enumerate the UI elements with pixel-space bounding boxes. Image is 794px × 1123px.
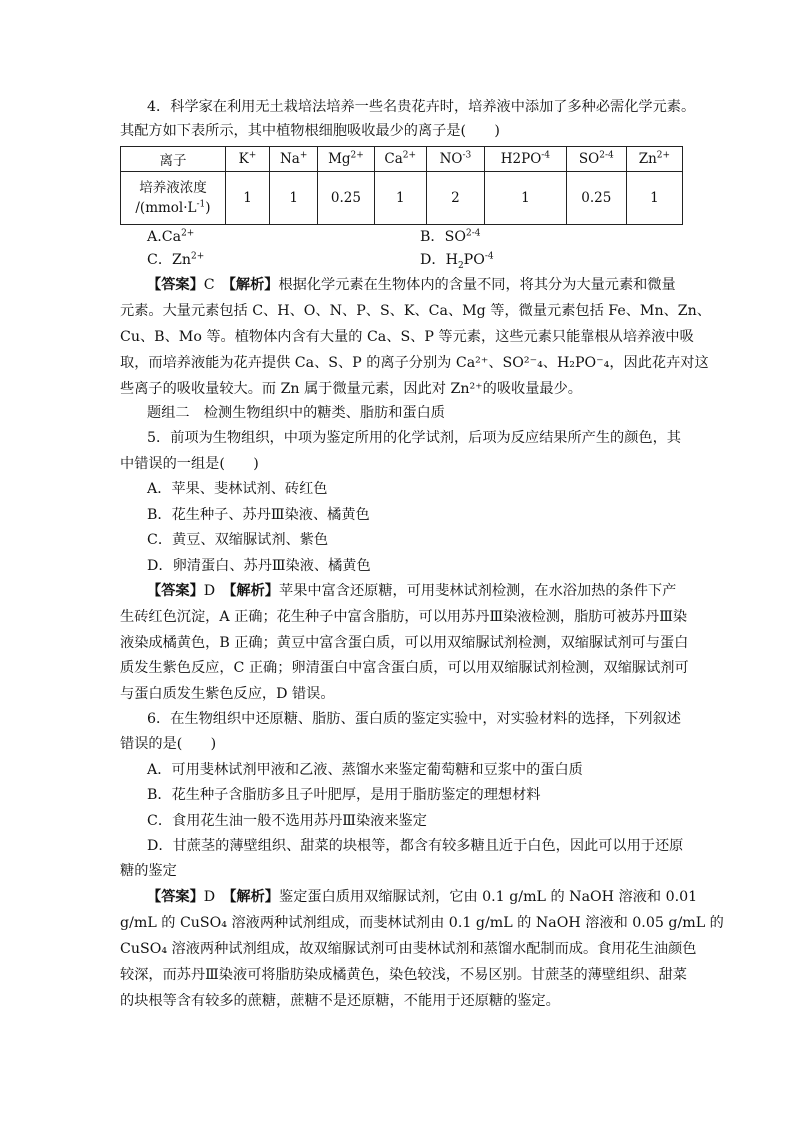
header-h2po4: $H2PO^{-4}$ — [484, 147, 566, 172]
q5-answer-line1: 【答案】D 【解析】苹果中富含还原糖，可用斐林试剂检测，在水浴加热的条件下产 — [147, 583, 677, 599]
q4-analysis-line2: 元素。大量元素包括 C、H、O、N、P、S、K、Ca、Mg 等，微量元素包括 Fe、Mn、Zn、 — [120, 303, 711, 319]
q4-analysis-line3: Cu、B、Mo 等。植物体内含有大量的 Ca、S、P 等元素，这些元素只能靠根从培养液中吸 — [120, 329, 694, 345]
q4-stem-line2: 其配方如下表所示，其中植物根细胞吸收最少的离子是( ) — [120, 123, 500, 139]
q6-option-d: D．甘蔗茎的薄壁组织、甜菜的块根等，都含有较多糖且近于白色，因此可以用于还原 — [147, 838, 684, 854]
table-row-concentration — [121, 172, 683, 225]
answer-value: D — [203, 583, 216, 599]
q5-analysis-line4: 质发生紫色反应，C 正确；卵清蛋白中富含蛋白质，可以用双缩脲试剂检测，双缩脲试剂可 — [120, 660, 689, 676]
table-cell: 1 — [374, 172, 426, 225]
q6-option-c: C．食用花生油一般不选用苏丹Ⅲ染液来鉴定 — [147, 813, 427, 829]
q6-answer-line1: 【答案】D 【解析】鉴定蛋白质用双缩脲试剂，它由 0.1 g/mL 的 NaOH 溶液和 0.01 — [147, 889, 698, 905]
q6-analysis-line2: g/mL 的 CuSO₄ 溶液两种试剂组成，而斐林试剂由 0.1 g/mL 的 NaOH 溶液和 0.05 g/mL 的 — [120, 915, 724, 931]
q6-option-d-continued: 糖的鉴定 — [120, 863, 177, 879]
answer-tag: 【答案】 — [147, 889, 204, 905]
answer-value: C — [203, 277, 215, 293]
answer-value: D — [203, 889, 216, 905]
q5-option-c: C．黄豆、双缩脲试剂、紫色 — [147, 532, 329, 548]
header-zn: $Zn^{2+}$ — [626, 147, 682, 172]
q5-analysis-line2: 生砖红色沉淀，A 正确；花生种子中富含脂肪，可以用苏丹Ⅲ染液检测，脂肪可被苏丹Ⅲ染 — [120, 609, 688, 625]
header-ca: $Ca^{2+}$ — [374, 147, 426, 172]
q4-stem-line1: 4．科学家在利用无土栽培法培养一些名贵花卉时，培养液中添加了多种必需化学元素。 — [147, 99, 696, 115]
q5-analysis-line3: 液染成橘黄色，B 正确；黄豆中富含蛋白质，可以用双缩脲试剂检测，双缩脲试剂可与蛋白 — [120, 635, 689, 651]
section-title-group2: 题组二 检测生物组织中的糖类、脂肪和蛋白质 — [147, 405, 445, 421]
ion-concentration-table — [120, 146, 683, 225]
table-cell: 1 — [484, 172, 566, 225]
header-ion: 离子 — [121, 147, 226, 172]
q6-option-b: B．花生种子含脂肪多且子叶肥厚，是用于脂肪鉴定的理想材料 — [147, 787, 541, 803]
q5-option-a: A．苹果、斐林试剂、砖红色 — [147, 481, 328, 497]
table-cell: 1 — [270, 172, 318, 225]
q6-analysis-line4: 较深，而苏丹Ⅲ染液可将脂肪染成橘黄色，染色较浅，不易区别。甘蔗茎的薄壁组织、甜菜 — [120, 967, 687, 983]
table-cell: 2 — [426, 172, 484, 225]
q4-analysis-line4: 取，而培养液能为花卉提供 Ca、S、P 的离子分别为 Ca²⁺、SO²⁻₄、H₂PO⁻₄，因此花卉对这 — [120, 355, 709, 371]
answer-tag: 【答案】 — [147, 277, 204, 293]
q6-stem-line2: 错误的是( ) — [120, 736, 217, 752]
header-mg: $Mg^{2+}$ — [318, 147, 374, 172]
row-label-concentration: 培养液浓度 $/(mmol\cdot L^{-1})$ — [121, 172, 226, 225]
q5-option-b: B．花生种子、苏丹Ⅲ染液、橘黄色 — [147, 507, 370, 523]
analysis-tag: 【解析】 — [229, 583, 279, 599]
header-no3: $NO^{-3}$ — [426, 147, 484, 172]
q6-analysis-line5: 的块根等含有较多的蔗糖，蔗糖不是还原糖，不能用于还原糖的鉴定。 — [120, 993, 560, 1009]
q6-analysis-line3: CuSO₄ 溶液两种试剂组成，故双缩脲试剂可由斐林试剂和蒸馏水配制而成。食用花生油颜色 — [120, 941, 697, 957]
q5-analysis-line5: 与蛋白质发生紫色反应，D 错误。 — [120, 686, 335, 702]
analysis-tag: 【解析】 — [229, 889, 279, 905]
table-cell: 1 — [626, 172, 682, 225]
q5-stem-line1: 5．前项为生物组织，中项为鉴定所用的化学试剂，后项为反应结果所产生的颜色，其 — [147, 430, 681, 446]
q4-answer-line1: 【答案】C 【解析】根据化学元素在生物体内的含量不同，将其分为大量元素和微量 — [147, 277, 676, 293]
q5-stem-line2: 中错误的一组是( ) — [120, 456, 259, 472]
q4-option-a: $A.Ca^{2+}$ — [147, 228, 195, 245]
header-na: Na+ — [270, 147, 318, 172]
q4-option-b: B．SO$^{2-4}$ — [420, 228, 481, 245]
q4-option-d: D．$H_2PO^{-4}$ — [420, 251, 494, 271]
analysis-tag: 【解析】 — [228, 277, 279, 293]
header-so4: SO$^{2-4}$ — [566, 147, 626, 172]
header-k: K+ — [225, 147, 269, 172]
table-cell: 0.25 — [318, 172, 374, 225]
table-cell: 1 — [225, 172, 269, 225]
answer-tag: 【答案】 — [147, 583, 204, 599]
q4-option-c: C．$Zn^{2+}$ — [147, 251, 205, 268]
q5-option-d: D．卵清蛋白、苏丹Ⅲ染液、橘黄色 — [147, 558, 371, 574]
table-cell: 0.25 — [566, 172, 626, 225]
q6-stem-line1: 6．在生物组织中还原糖、脂肪、蛋白质的鉴定实验中，对实验材料的选择，下列叙述 — [147, 711, 681, 727]
q4-analysis-line5: 些离子的吸收量较大。而 Zn 属于微量元素，因此对 Zn²⁺的吸收量最少。 — [120, 381, 582, 397]
table-header-row — [121, 147, 683, 172]
q6-option-a: A．可用斐林试剂甲液和乙液、蒸馏水来鉴定葡萄糖和豆浆中的蛋白质 — [147, 762, 583, 778]
